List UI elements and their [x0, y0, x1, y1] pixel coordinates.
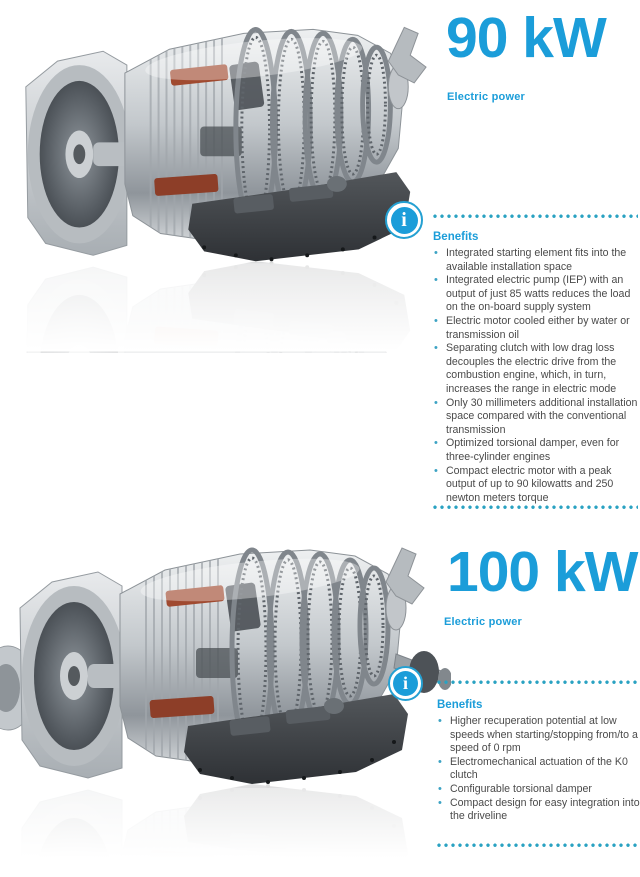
benefits-list [433, 247, 640, 505]
dotted-divider [433, 214, 638, 219]
benefit-item: • Separating clutch with low drag loss decouples the electric drive from the combustion engine, which, in turn, increases the range in electric mode [433, 342, 640, 396]
info-icon-glyph: i [393, 671, 418, 696]
benefit-item: • Only 30 millimeters additional installation space compared with the conventional transmission [433, 397, 640, 438]
benefit-item: • Integrated electric pump (IEP) with an output of just 85 watts reduces the load on the on-board supply system [433, 274, 640, 315]
benefit-item: • Electric motor cooled either by water or transmission oil [433, 315, 640, 342]
transmission-image-100kw [0, 538, 451, 858]
benefit-item: • Integrated starting element fits into the available installation space [433, 247, 640, 274]
benefit-item: • Electromechanical actuation of the K0 clutch [437, 756, 640, 783]
power-sublabel: Electric power [444, 616, 522, 628]
benefit-item: • Optimized torsional damper, even for three-cylinder engines [433, 437, 640, 464]
transmission-image-90kw [6, 8, 432, 353]
benefit-item: • Higher recuperation potential at low speeds when starting/stopping from/to a speed of 0 rpm [437, 715, 640, 756]
power-headline-90kw: 90 kW [446, 6, 606, 70]
benefits-block-100kw [437, 699, 640, 824]
benefit-item: • Configurable torsional damper [437, 783, 640, 797]
benefits-title: Benefits [437, 699, 483, 711]
power-headline-100kw: 100 kW [447, 540, 638, 604]
benefits-block-90kw [433, 231, 640, 505]
benefit-item: • Compact design for easy integration into the driveline [437, 797, 640, 824]
info-icon [388, 666, 423, 701]
info-icon [385, 201, 423, 239]
info-icon-glyph: i [391, 207, 418, 234]
dotted-divider [433, 505, 638, 510]
dotted-divider [437, 680, 638, 685]
benefits-title: Benefits [433, 231, 479, 243]
benefit-item: • Compact electric motor with a peak output of up to 90 kilowatts and 250 newton meters torque [433, 465, 640, 506]
dotted-divider [437, 843, 638, 848]
power-sublabel: Electric power [447, 91, 525, 103]
benefits-list [437, 715, 640, 824]
